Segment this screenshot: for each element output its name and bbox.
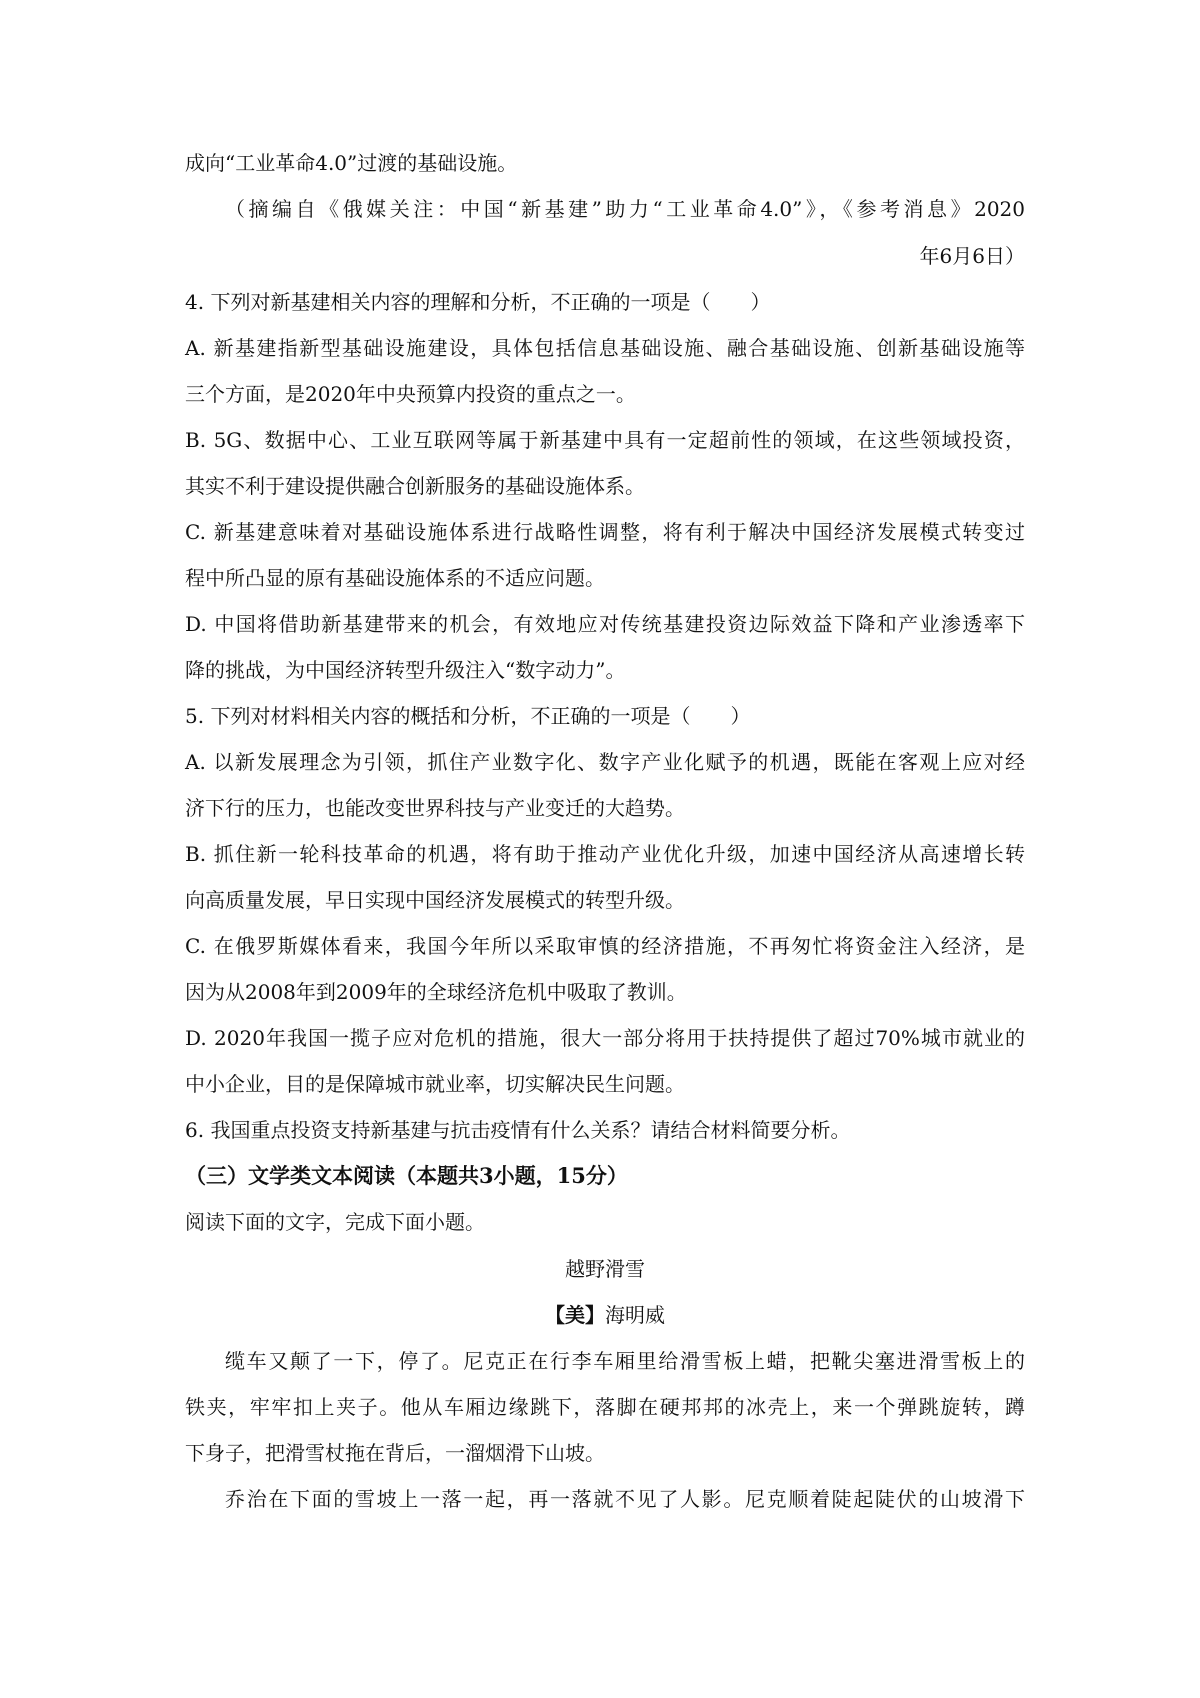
- citation-line: （摘编自《俄媒关注：中国“新基建”助力“工业革命4.0”》，《参考消息》2020: [225, 197, 1025, 221]
- option-d-cont: 降的挑战，为中国经济转型升级注入“数字动力”。: [185, 658, 626, 682]
- option-c: C. 新基建意味着对基础设施体系进行战略性调整，将有利于解决中国经济发展模式转变过: [185, 520, 1025, 544]
- story-title: 越野滑雪: [565, 1257, 645, 1281]
- option-c: C. 在俄罗斯媒体看来，我国今年所以采取审慎的经济措施，不再匆忙将资金注入经济，是: [185, 934, 1025, 958]
- paragraph-line: 乔治在下面的雪坡上一落一起，再一落就不见了人影。尼克顺着陡起陡伏的山坡滑下: [225, 1487, 1025, 1511]
- option-b-cont: 其实不利于建设提供融合创新服务的基础设施体系。: [185, 474, 645, 498]
- instruction-text: 阅读下面的文字，完成下面小题。: [185, 1210, 485, 1234]
- option-b: B. 5G、数据中心、工业互联网等属于新基建中具有一定超前性的领域，在这些领域投资，: [185, 428, 1025, 452]
- option-a-cont: 三个方面，是2020年中央预算内投资的重点之一。: [185, 382, 636, 406]
- question-6: 6. 我国重点投资支持新基建与抗击疫情有什么关系？请结合材料简要分析。: [185, 1118, 851, 1142]
- option-c-cont: 程中所凸显的原有基础设施体系的不适应问题。: [185, 566, 605, 590]
- option-c-cont: 因为从2008年到2009年的全球经济危机中吸取了教训。: [185, 980, 687, 1004]
- paragraph-line: 下身子，把滑雪杖拖在背后，一溜烟滑下山坡。: [185, 1441, 605, 1465]
- option-a: A. 以新发展理念为引领，抓住产业数字化、数字产业化赋予的机遇，既能在客观上应对经: [185, 750, 1025, 774]
- paragraph-line: 铁夹，牢牢扣上夹子。他从车厢边缘跳下，落脚在硬邦邦的冰壳上，来一个弹跳旋转，蹲: [185, 1395, 1025, 1419]
- option-a: A. 新基建指新型基础设施建设，具体包括信息基础设施、融合基础设施、创新基础设施等: [185, 336, 1025, 360]
- author-nationality: 【美】: [545, 1303, 605, 1327]
- option-d: D. 2020年我国一揽子应对危机的措施，很大一部分将用于扶持提供了超过70%城市就业的: [185, 1026, 1025, 1050]
- question-4: 4. 下列对新基建相关内容的理解和分析，不正确的一项是（ ）: [185, 290, 771, 314]
- option-d-cont: 中小企业，目的是保障城市就业率，切实解决民生问题。: [185, 1072, 685, 1096]
- option-b: B. 抓住新一轮科技革命的机遇，将有助于推动产业优化升级，加速中国经济从高速增长转: [185, 842, 1025, 866]
- section-heading: （三）文学类文本阅读（本题共3小题，15分）: [185, 1163, 628, 1188]
- story-author: [185, 1299, 1025, 1331]
- citation-line: 年6月6日）: [919, 244, 1025, 268]
- author-name: 海明威: [605, 1303, 665, 1327]
- question-5: 5. 下列对材料相关内容的概括和分析，不正确的一项是（ ）: [185, 704, 751, 728]
- option-b-cont: 向高质量发展，早日实现中国经济发展模式的转型升级。: [185, 888, 685, 912]
- paragraph-line: 缆车又颠了一下，停了。尼克正在行李车厢里给滑雪板上蜡，把靴尖塞进滑雪板上的: [225, 1349, 1025, 1373]
- option-a-cont: 济下行的压力，也能改变世界科技与产业变迁的大趋势。: [185, 796, 685, 820]
- text-line: 成向“工业革命4.0”过渡的基础设施。: [185, 151, 518, 175]
- option-d: D. 中国将借助新基建带来的机会，有效地应对传统基建投资边际效益下降和产业渗透率下: [185, 612, 1025, 636]
